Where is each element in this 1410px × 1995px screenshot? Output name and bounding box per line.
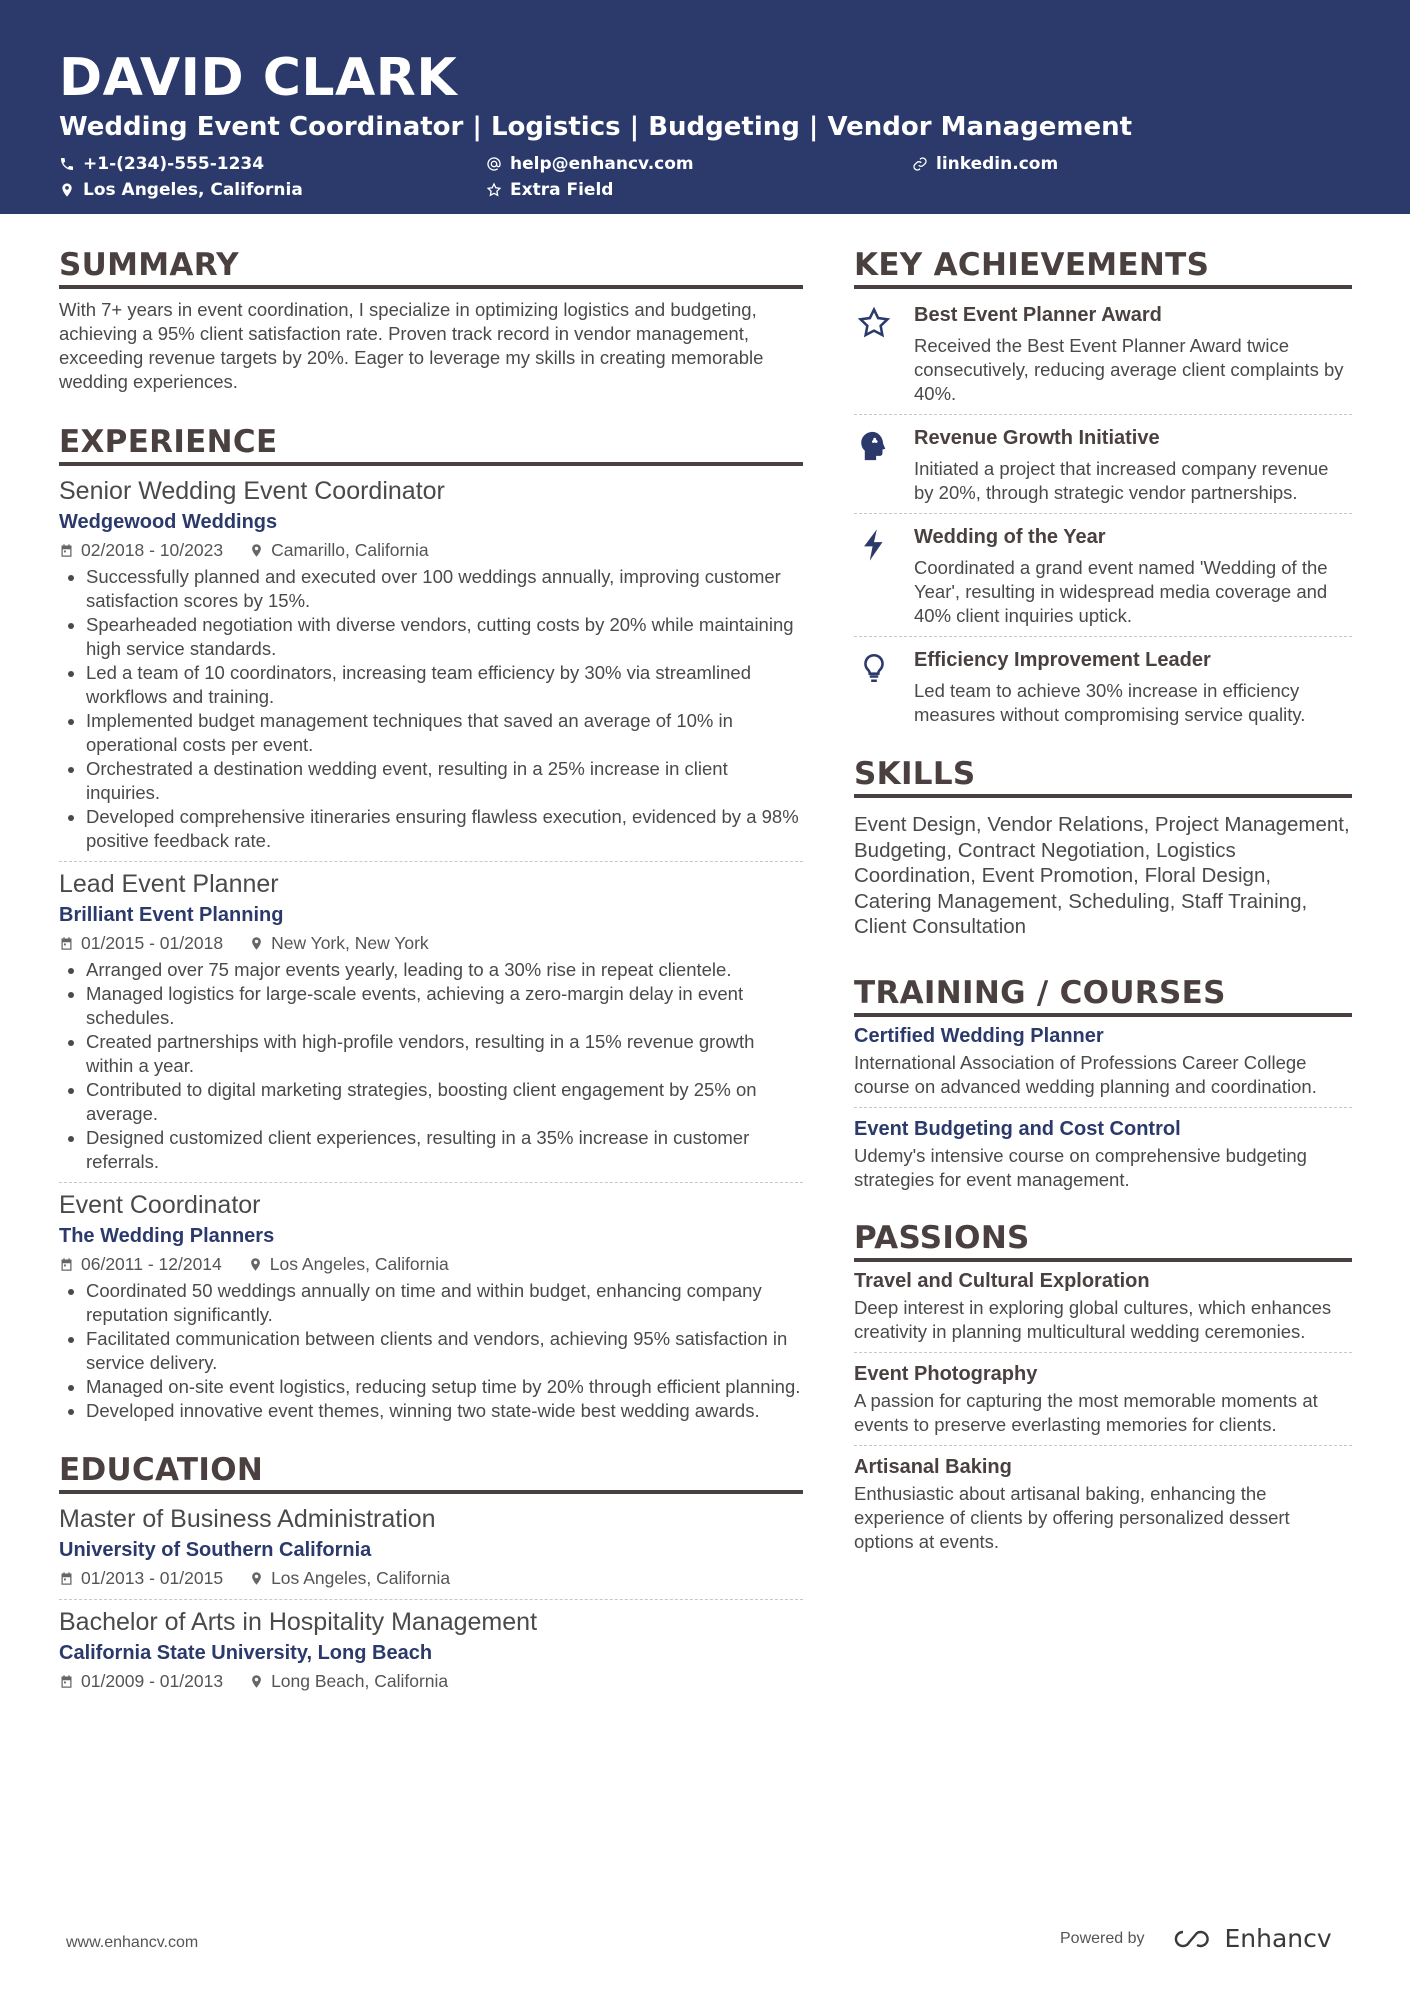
summary-section xyxy=(59,246,803,394)
section-title-passions: PASSIONS xyxy=(854,1219,1352,1262)
location-pin-icon xyxy=(249,1674,264,1689)
skills-list: Event Design, Vendor Relations, Project Management, Budgeting, Contract Negotiation, Logistics Coordination, Event Promotion, Floral Design, Catering Management, Scheduling, Staff Training, Client Consultation xyxy=(854,813,1350,938)
education-meta xyxy=(59,1668,803,1694)
job-bullets xyxy=(59,958,803,1174)
divider xyxy=(854,1445,1352,1446)
achievement-item xyxy=(854,643,1352,727)
company-name: The Wedding Planners xyxy=(59,1225,275,1247)
job-meta xyxy=(59,930,803,956)
bullet-item: Managed logistics for large-scale events, achieving a zero-margin delay in event schedules. xyxy=(59,982,803,1030)
bullet-item: Developed innovative event themes, winning two state-wide best wedding awards. xyxy=(59,1399,803,1423)
bullet-item: Coordinated 50 weddings annually on time and within budget, enhancing company reputation significantly. xyxy=(59,1279,803,1327)
contact-location xyxy=(59,180,303,200)
experience-item xyxy=(59,868,803,1174)
course-title: Certified Wedding Planner xyxy=(854,1024,1104,1047)
education-dates: 01/2009 - 01/2013 xyxy=(81,1671,224,1691)
calendar-icon xyxy=(59,1571,74,1586)
bullet-item: Facilitated communication between clients and vendors, achieving 95% satisfaction in service delivery. xyxy=(59,1327,803,1375)
candidate-name: DAVID CLARK xyxy=(59,48,458,108)
job-meta xyxy=(59,537,803,563)
location-pin-icon xyxy=(249,1571,264,1586)
skills-section xyxy=(854,755,1352,940)
contact-info xyxy=(59,154,1410,210)
phone-text: +1-(234)-555-1234 xyxy=(83,154,265,174)
divider xyxy=(59,1599,803,1600)
experience-section xyxy=(59,423,803,1423)
location-pin-icon xyxy=(249,543,264,558)
bullet-item: Orchestrated a destination wedding event, resulting in a 25% increase in client inquiries. xyxy=(59,757,803,805)
bullet-item: Arranged over 75 major events yearly, leading to a 30% rise in repeat clientele. xyxy=(59,958,803,982)
bullet-item: Managed on-site event logistics, reducing setup time by 20% through efficient planning. xyxy=(59,1375,803,1399)
section-title-experience: EXPERIENCE xyxy=(59,423,803,466)
job-bullets xyxy=(59,565,803,853)
location-pin-icon xyxy=(59,182,75,198)
divider xyxy=(854,1107,1352,1108)
training-section xyxy=(854,974,1352,1192)
location-text: Los Angeles, California xyxy=(83,180,303,200)
degree-title: Master of Business Administration xyxy=(59,1505,436,1533)
passions-section xyxy=(854,1219,1352,1554)
powered-by-text: Powered by xyxy=(1060,1929,1145,1947)
school-name: University of Southern California xyxy=(59,1539,372,1561)
passion-item xyxy=(854,1359,1352,1437)
degree-title: Bachelor of Arts in Hospitality Management xyxy=(59,1608,538,1636)
company-name: Wedgewood Weddings xyxy=(59,511,278,533)
lightbulb-icon xyxy=(857,651,891,685)
calendar-icon xyxy=(59,543,74,558)
passion-item xyxy=(854,1266,1352,1344)
achievement-item xyxy=(854,520,1352,628)
location-pin-icon xyxy=(249,936,264,951)
enhancv-logo[interactable] xyxy=(1171,1924,1332,1953)
at-icon xyxy=(486,156,502,172)
bullet-item: Spearheaded negotiation with diverse vendors, cutting costs by 20% while maintaining high service standards. xyxy=(59,613,803,661)
achievement-desc: Led team to achieve 30% increase in efficiency measures without compromising service quality. xyxy=(914,680,1306,725)
experience-item xyxy=(59,475,803,853)
achievement-title: Wedding of the Year xyxy=(914,526,1106,548)
link-icon xyxy=(912,156,928,172)
linkedin-text: linkedin.com xyxy=(936,154,1059,174)
education-section xyxy=(59,1451,803,1694)
company-name: Brilliant Event Planning xyxy=(59,904,284,926)
achievements-section xyxy=(854,246,1352,727)
enhancv-logo-icon xyxy=(1171,1926,1217,1952)
job-location: Los Angeles, California xyxy=(269,1254,449,1274)
job-meta xyxy=(59,1251,803,1277)
head-icon xyxy=(857,429,891,463)
calendar-icon xyxy=(59,1257,74,1272)
contact-phone[interactable] xyxy=(59,154,264,174)
education-item xyxy=(59,1606,803,1694)
course-item xyxy=(854,1114,1352,1192)
summary-text: With 7+ years in event coordination, I specialize in optimizing logistics and budgeting, achieving a 95% client satisfaction rate. Proven track record in vendor management, exceeding revenue targets by 20%. Eager to leverage my skills in creating memorable wedding experiences. xyxy=(59,299,764,392)
passion-item xyxy=(854,1452,1352,1554)
passion-desc: A passion for capturing the most memorable moments at events to preserve everlasting memories for clients. xyxy=(854,1389,1318,1435)
contact-linkedin[interactable] xyxy=(912,154,1058,174)
right-column xyxy=(854,246,1352,1554)
phone-icon xyxy=(59,156,75,172)
achievement-title: Efficiency Improvement Leader xyxy=(914,649,1211,671)
divider xyxy=(854,414,1352,415)
achievement-title: Revenue Growth Initiative xyxy=(914,427,1160,449)
candidate-title: Wedding Event Coordinator | Logistics | Budgeting | Vendor Management xyxy=(59,112,1133,142)
footer-branding xyxy=(1060,1924,1332,1953)
job-location: New York, New York xyxy=(271,933,429,953)
brand-name: Enhancv xyxy=(1224,1924,1332,1953)
achievement-item xyxy=(854,421,1352,505)
experience-item xyxy=(59,1189,803,1423)
passion-title: Event Photography xyxy=(854,1362,1038,1385)
bullet-item: Implemented budget management techniques that saved an average of 10% in operational costs per event. xyxy=(59,709,803,757)
email-text: help@enhancv.com xyxy=(510,154,694,174)
job-title: Lead Event Planner xyxy=(59,870,279,898)
course-item xyxy=(854,1021,1352,1099)
passion-title: Artisanal Baking xyxy=(854,1455,1012,1478)
course-desc: Udemy's intensive course on comprehensive budgeting strategies for event management. xyxy=(854,1144,1307,1190)
bullet-item: Designed customized client experiences, resulting in a 35% increase in customer referrals. xyxy=(59,1126,803,1174)
education-meta xyxy=(59,1565,803,1591)
job-title: Senior Wedding Event Coordinator xyxy=(59,477,445,505)
achievement-item xyxy=(854,298,1352,406)
achievement-desc: Initiated a project that increased company revenue by 20%, through strategic vendor partnerships. xyxy=(914,458,1329,503)
achievement-desc: Coordinated a grand event named 'Wedding of the Year', resulting in widespread media coverage and 40% client inquiries uptick. xyxy=(914,557,1328,626)
education-location: Long Beach, California xyxy=(271,1671,449,1691)
divider xyxy=(59,861,803,862)
job-dates: 02/2018 - 10/2023 xyxy=(81,540,224,560)
course-desc: International Association of Professions Career College course on advanced wedding planning and coordination. xyxy=(854,1051,1317,1097)
resume-header xyxy=(0,0,1410,214)
star-icon xyxy=(857,306,891,340)
passion-title: Travel and Cultural Exploration xyxy=(854,1269,1150,1292)
divider xyxy=(854,513,1352,514)
school-name: California State University, Long Beach xyxy=(59,1642,433,1664)
job-bullets xyxy=(59,1279,803,1423)
passion-desc: Deep interest in exploring global cultures, which enhances creativity in planning multicultural wedding ceremonies. xyxy=(854,1296,1332,1342)
divider xyxy=(59,1182,803,1183)
passion-desc: Enthusiastic about artisanal baking, enhancing the experience of clients by offering personalized dessert options at events. xyxy=(854,1482,1290,1552)
education-dates: 01/2013 - 01/2015 xyxy=(81,1568,224,1588)
education-location: Los Angeles, California xyxy=(271,1568,451,1588)
bullet-item: Developed comprehensive itineraries ensuring flawless execution, evidenced by a 98% positive feedback rate. xyxy=(59,805,803,853)
job-title: Event Coordinator xyxy=(59,1191,261,1219)
contact-extra xyxy=(486,180,613,200)
achievement-title: Best Event Planner Award xyxy=(914,304,1162,326)
job-location: Camarillo, California xyxy=(271,540,429,560)
divider xyxy=(854,1352,1352,1353)
calendar-icon xyxy=(59,936,74,951)
achievement-desc: Received the Best Event Planner Award twice consecutively, reducing average client complaints by 40%. xyxy=(914,335,1344,404)
section-title-skills: SKILLS xyxy=(854,755,1352,798)
section-title-achievements: KEY ACHIEVEMENTS xyxy=(854,246,1352,289)
education-item xyxy=(59,1503,803,1591)
star-icon xyxy=(486,182,502,198)
footer-website-link[interactable]: www.enhancv.com xyxy=(66,1934,199,1951)
bolt-icon xyxy=(857,528,891,562)
contact-email[interactable] xyxy=(486,154,694,174)
left-column xyxy=(59,246,803,1694)
bullet-item: Led a team of 10 coordinators, increasing team efficiency by 30% via streamlined workflows and training. xyxy=(59,661,803,709)
divider xyxy=(854,636,1352,637)
section-title-summary: SUMMARY xyxy=(59,246,803,289)
job-dates: 06/2011 - 12/2014 xyxy=(81,1254,222,1274)
location-pin-icon xyxy=(248,1257,263,1272)
bullet-item: Created partnerships with high-profile vendors, resulting in a 15% revenue growth within a year. xyxy=(59,1030,803,1078)
section-title-education: EDUCATION xyxy=(59,1451,803,1494)
bullet-item: Contributed to digital marketing strategies, boosting client engagement by 25% on average. xyxy=(59,1078,803,1126)
job-dates: 01/2015 - 01/2018 xyxy=(81,933,224,953)
extra-field-text: Extra Field xyxy=(510,180,614,200)
calendar-icon xyxy=(59,1674,74,1689)
section-title-training: TRAINING / COURSES xyxy=(854,974,1352,1017)
bullet-item: Successfully planned and executed over 100 weddings annually, improving customer satisfaction scores by 15%. xyxy=(59,565,803,613)
course-title: Event Budgeting and Cost Control xyxy=(854,1117,1181,1140)
